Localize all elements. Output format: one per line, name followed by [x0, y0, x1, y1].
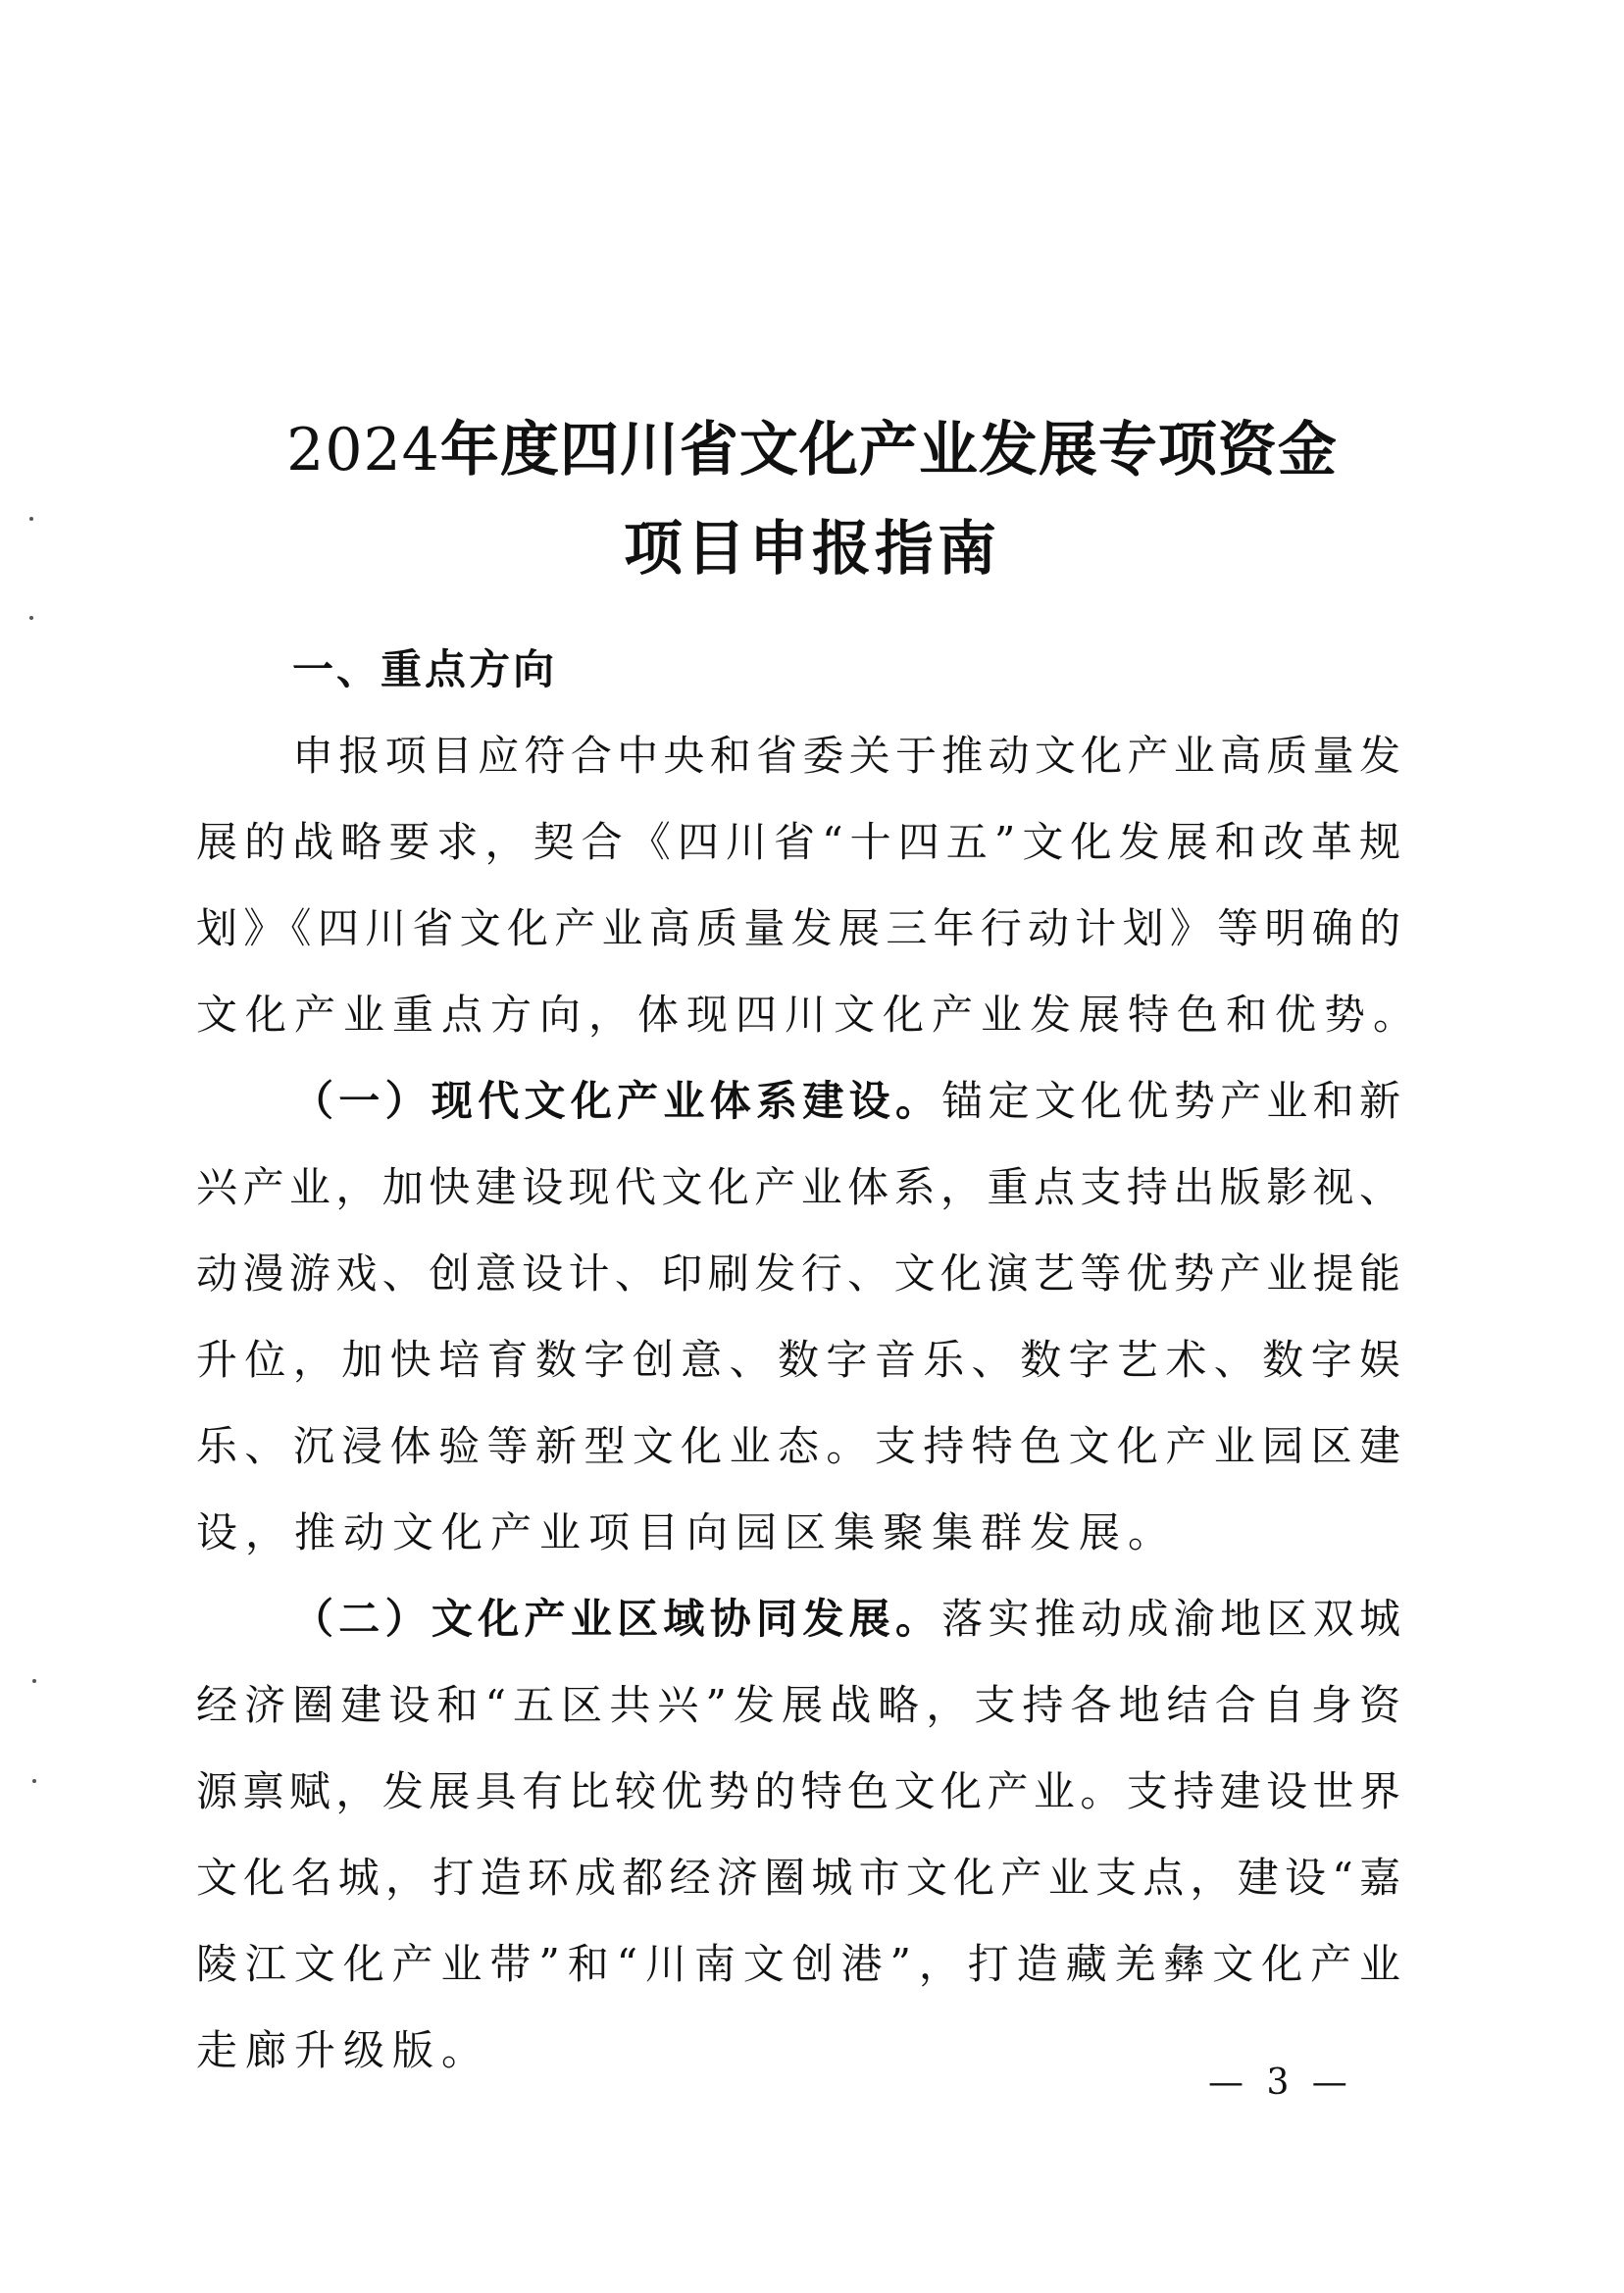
intro-paragraph-line: 展的战略要求，契合《四川省“十四五”文化发展和改革规 [196, 818, 1400, 866]
item2-first-line [292, 1592, 1400, 1647]
item1-paragraph-line: 设，推动文化产业项目向园区集聚集群发展。 [196, 1508, 1178, 1556]
item1-first-line [292, 1074, 1400, 1129]
item1-paragraph-line: 兴产业，加快建设现代文化产业体系，重点支持出版影视、 [196, 1163, 1400, 1211]
scan-speck [29, 616, 33, 620]
item1-first-line-text: 锚定文化优势产业和新 [941, 1077, 1400, 1125]
scan-speck [32, 1679, 36, 1683]
item2-paragraph-line: 经济圈建设和“五区共兴”发展战略，支持各地结合自身资 [196, 1681, 1400, 1729]
page-number: — 3 — [1208, 2063, 1353, 2103]
item2-first-line-text: 落实推动成渝地区双城 [941, 1595, 1400, 1643]
title-year: 2024 [286, 416, 440, 484]
intro-paragraph-line: 文化产业重点方向，体现四川文化产业发展特色和优势。 [196, 991, 1423, 1039]
document-title-line-1 [0, 414, 1624, 486]
title-line-1-text: 年度四川省文化产业发展专项资金 [439, 416, 1338, 484]
item2-paragraph-line: 走廊升级版。 [196, 2026, 491, 2074]
scan-speck [29, 517, 33, 521]
item1-paragraph-line: 升位，加快培育数字创意、数字音乐、数字艺术、数字娱 [196, 1336, 1400, 1384]
item1-subheading: （一）现代文化产业体系建设。 [292, 1077, 942, 1125]
section-heading-key-directions: 一、重点方向 [292, 645, 558, 693]
scan-speck [32, 1779, 36, 1783]
item1-paragraph-line: 乐、沉浸体验等新型文化业态。支持特色文化产业园区建 [196, 1422, 1400, 1470]
item2-paragraph-line: 源禀赋，发展具有比较优势的特色文化产业。支持建设世界 [196, 1767, 1400, 1815]
item2-subheading: （二）文化产业区域协同发展。 [292, 1595, 942, 1643]
item2-paragraph-line: 文化名城，打造环成都经济圈城市文化产业支点，建设“嘉 [196, 1854, 1400, 1902]
item1-paragraph-line: 动漫游戏、创意设计、印刷发行、文化演艺等优势产业提能 [196, 1249, 1400, 1298]
item2-paragraph-line: 陵江文化产业带”和“川南文创港”，打造藏羌彝文化产业 [196, 1940, 1400, 1988]
intro-paragraph-line: 划》《四川省文化产业高质量发展三年行动计划》等明确的 [196, 904, 1400, 952]
intro-paragraph-line: 申报项目应符合中央和省委关于推动文化产业高质量发 [292, 732, 1400, 780]
document-title-line-2: 项目申报指南 [624, 515, 1000, 584]
